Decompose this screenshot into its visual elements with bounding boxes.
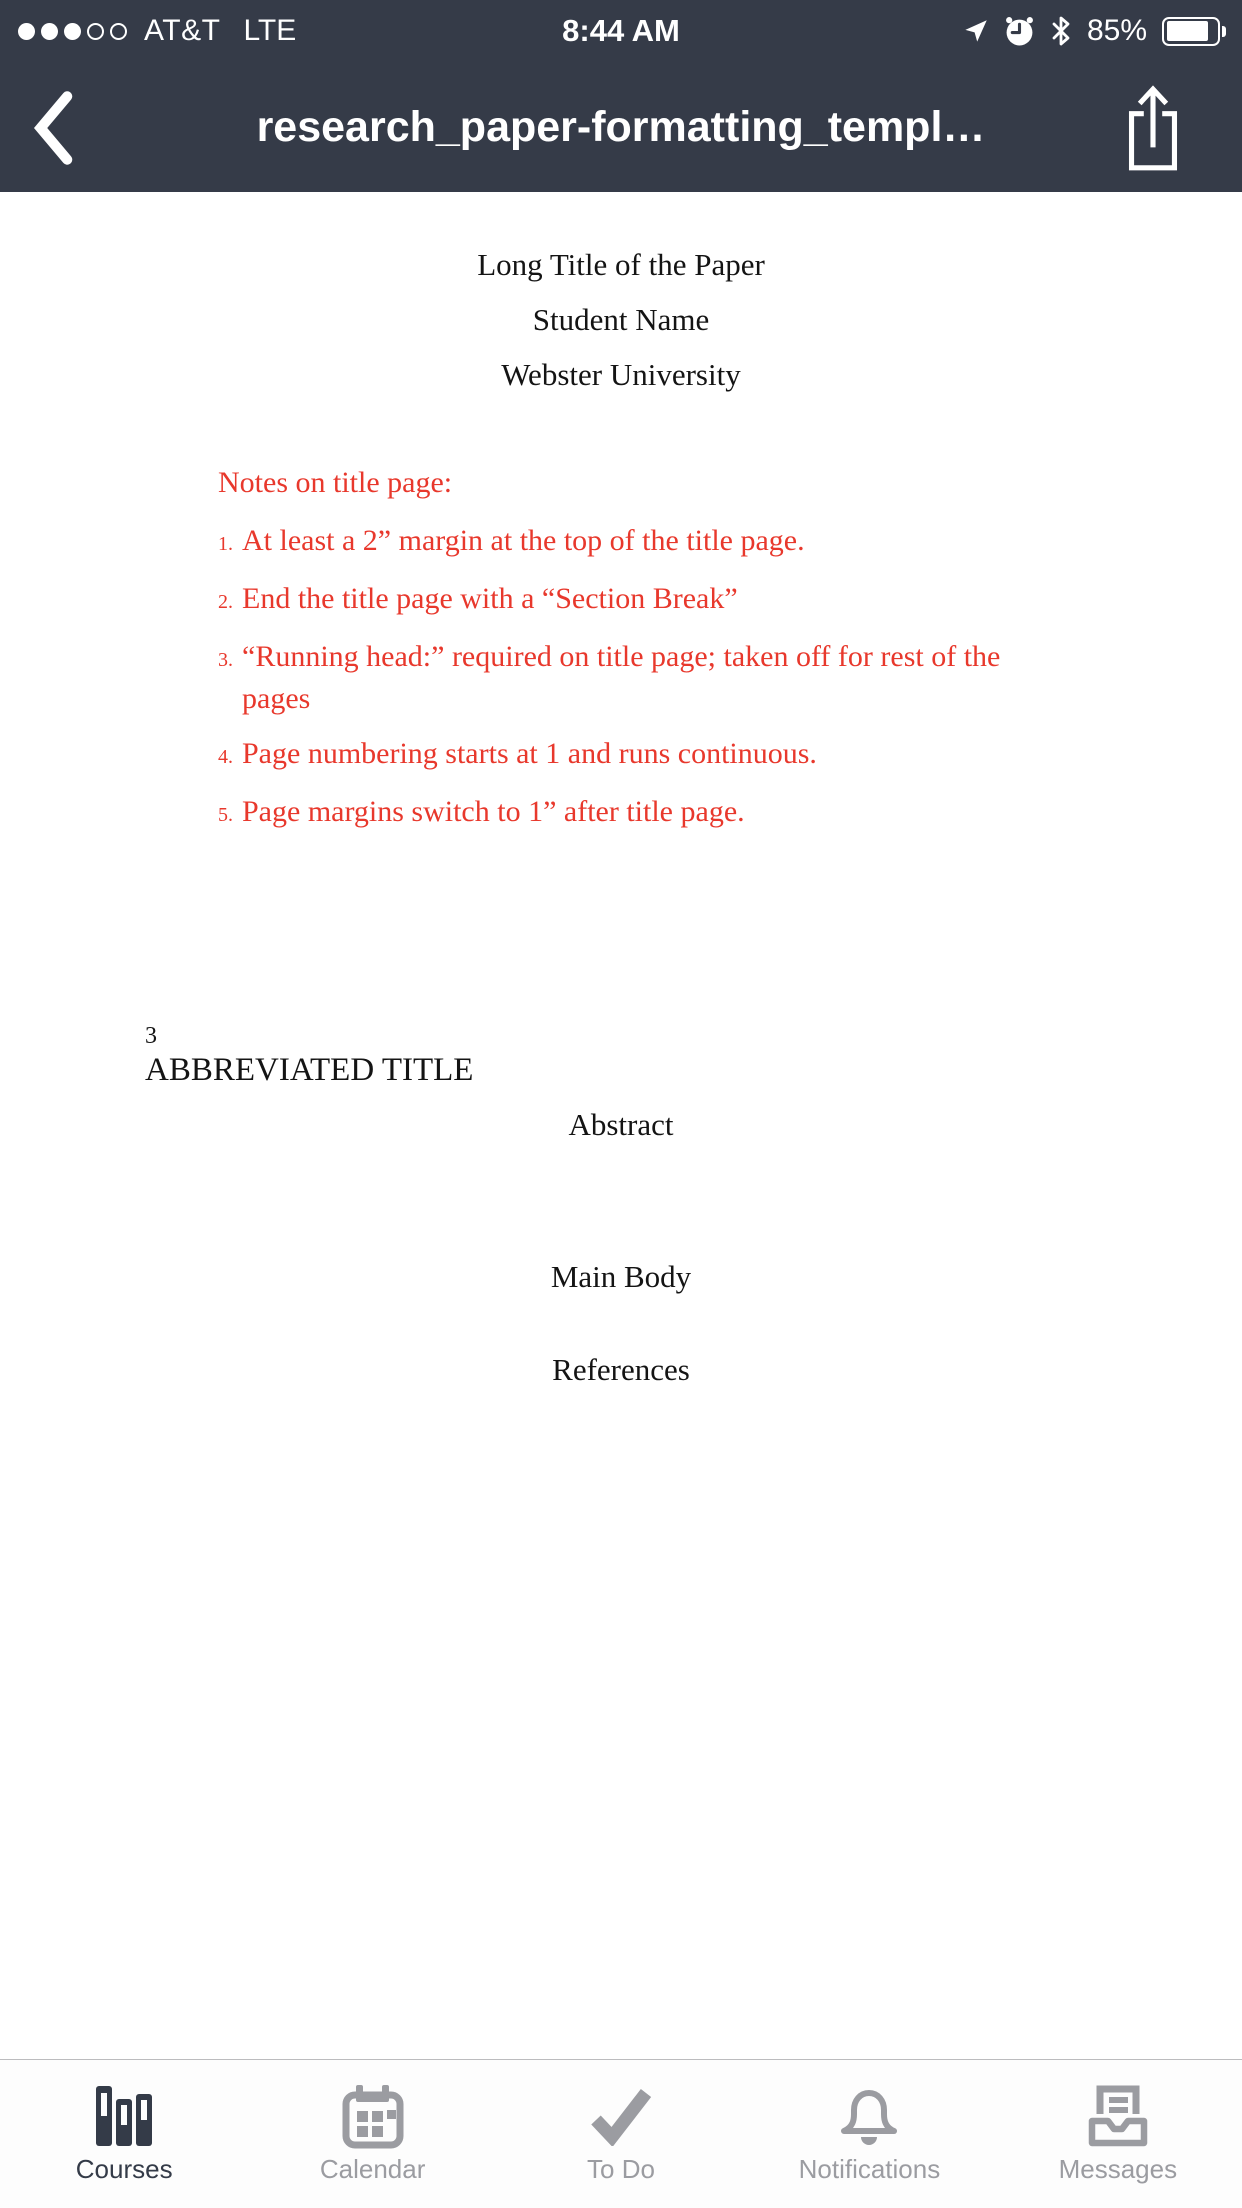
tab-to-do[interactable] (497, 2060, 745, 2208)
tab-label: Notifications (798, 2154, 941, 2184)
note-text: Page numbering starts at 1 and runs continuous. (242, 737, 817, 770)
status-right (962, 0, 1226, 62)
student-name: Student Name (532, 302, 710, 337)
nav-bar (0, 62, 1242, 192)
carrier-label: AT&T (144, 14, 221, 47)
battery-percent-label: 85% (1086, 14, 1147, 47)
note-number: 3. (218, 649, 233, 671)
notes-block (218, 462, 1076, 849)
document-viewer[interactable] (0, 192, 1242, 2059)
tab-label: Calendar (319, 2154, 426, 2184)
tab-messages[interactable] (994, 2060, 1242, 2208)
page-3-header (145, 1022, 473, 1090)
note-item-4 (218, 733, 1076, 778)
tab-courses[interactable] (0, 2060, 248, 2208)
bottom-tab-bar (0, 2059, 1242, 2208)
section-heading-abstract: Abstract (568, 1107, 674, 1142)
page-number: 3 (145, 1023, 157, 1049)
location-arrow-icon (962, 18, 989, 45)
courses-icon (94, 2080, 154, 2152)
note-number: 1. (218, 533, 233, 555)
section-heading-references: References (552, 1352, 690, 1387)
tab-calendar[interactable] (248, 2060, 496, 2208)
checkmark-icon (589, 2080, 653, 2152)
battery-icon (1162, 17, 1226, 46)
note-item-5 (218, 791, 1076, 836)
note-number: 4. (218, 746, 233, 768)
share-icon (1120, 162, 1186, 177)
note-text: At least a 2” margin at the top of the title page. (242, 524, 805, 557)
status-bar (0, 0, 1242, 62)
running-head: ABBREVIATED TITLE (145, 1052, 474, 1088)
paper-title: Long Title of the Paper (477, 247, 765, 282)
document-title: research_paper-formatting_templ… (256, 102, 986, 151)
network-type-label: LTE (243, 14, 297, 47)
note-item-2 (218, 578, 1076, 623)
back-button[interactable] (26, 90, 78, 166)
title-page-block (0, 192, 1242, 402)
bell-icon (837, 2080, 901, 2152)
app-header (0, 0, 1242, 192)
note-text: End the title page with a “Section Break” (242, 582, 738, 615)
chevron-left-icon (26, 154, 78, 169)
inbox-message-icon (1086, 2080, 1150, 2152)
tab-label: To Do (587, 2154, 655, 2184)
tab-label: Courses (75, 2154, 173, 2184)
note-text: Page margins switch to 1” after title page. (242, 795, 745, 828)
university-name: Webster University (501, 357, 741, 392)
note-item-1 (218, 520, 1076, 565)
bluetooth-icon (1050, 15, 1072, 47)
tab-label: Messages (1058, 2154, 1178, 2184)
notes-heading: Notes on title page: (218, 466, 453, 499)
calendar-icon (341, 2080, 405, 2152)
share-button[interactable] (1120, 82, 1186, 174)
alarm-clock-icon (1004, 16, 1035, 47)
note-number: 5. (218, 804, 233, 826)
clock-time: 8:44 AM (562, 13, 680, 48)
note-text: “Running head:” required on title page; taken off for rest of the pages (242, 640, 1001, 715)
section-heading-main-body: Main Body (550, 1259, 692, 1294)
tab-notifications[interactable] (745, 2060, 993, 2208)
note-number: 2. (218, 591, 233, 613)
note-item-3 (218, 636, 1076, 720)
